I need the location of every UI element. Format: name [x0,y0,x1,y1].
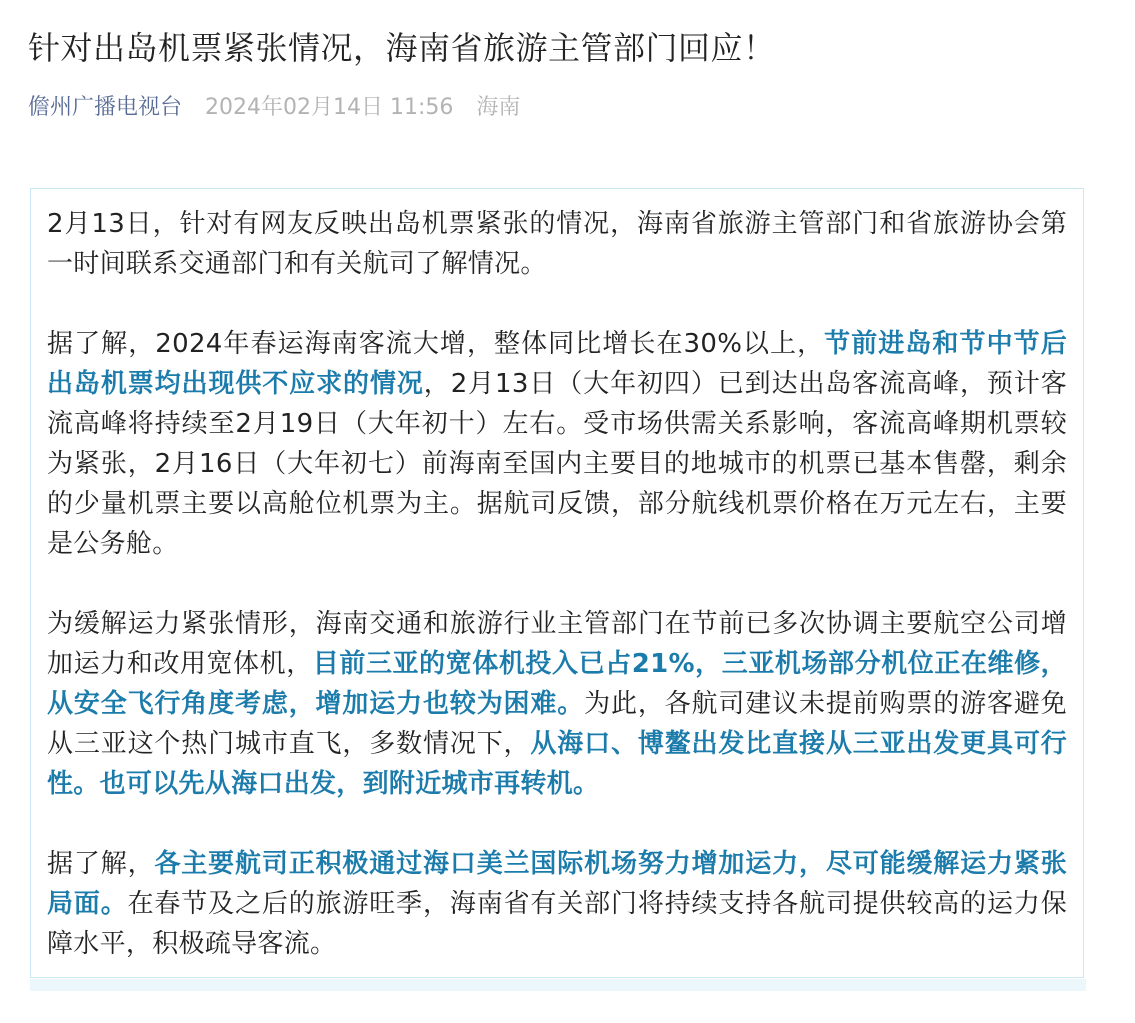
paragraph-text: 在春节及之后的旅游旺季，海南省有关部门将持续支持各航司提供较高的运力保障水平，积极疏导客流。 [47,889,1067,959]
region-label: 海南 [476,95,521,120]
paragraph-1 [47,204,1067,284]
paragraph-2 [47,324,1067,564]
paragraph-text: 据了解，2024年春运海南客流大增，整体同比增长在30%以上， [47,329,825,359]
publish-datetime: 2024年02月14日 11:56 [205,95,454,120]
paragraph-4 [47,844,1067,964]
article-body-box [30,188,1084,978]
paragraph-text: 据了解， [47,849,155,879]
page-title: 针对出岛机票紧张情况，海南省旅游主管部门回应！ [28,29,776,67]
article-meta [28,94,1108,122]
article-box-bottom-band [30,979,1086,991]
paragraph-text: 为此，各航司建议未提前购票的游客避免从三亚这个热门城市直飞，多数情况下， [47,689,1067,759]
highlight-text: 节前进岛和节中节后出岛机票均出现供不应求的情况 [47,329,1067,399]
article-header [28,22,1108,122]
highlight-text: 目前三亚的宽体机投入已占21%，三亚机场部分机位正在维修，从安全飞行角度考虑，增加运力也较为困难。 [47,649,1067,719]
paragraph-3 [47,604,1067,804]
paragraph-text: 为缓解运力紧张情形，海南交通和旅游行业主管部门在节前已多次协调主要航空公司增加运力和改用宽体机， [47,609,1067,679]
paragraph-text: 2月13日，针对有网友反映出岛机票紧张的情况，海南省旅游主管部门和省旅游协会第一时间联系交通部门和有关航司了解情况。 [47,209,1067,279]
source-account-link[interactable]: 儋州广播电视台 [28,95,183,120]
highlight-text: 从海口、博鳌出发比直接从三亚出发更具可行性。也可以先从海口出发，到附近城市再转机。 [47,729,1067,799]
paragraph-text: ，2月13日（大年初四）已到达出岛客流高峰，预计客流高峰将持续至2月19日（大年初十）左右。受市场供需关系影响，客流高峰期机票较为紧张，2月16日（大年初七）前海南至国内主要目的地城市的机票已基本售罄，剩余的少量机票主要以高舱位机票为主。据航司反馈，部分航线机票价格在万元左右，主要是公务舱。 [47,369,1067,559]
highlight-text: 各主要航司正积极通过海口美兰国际机场努力增加运力，尽可能缓解运力紧张局面。 [47,849,1068,919]
